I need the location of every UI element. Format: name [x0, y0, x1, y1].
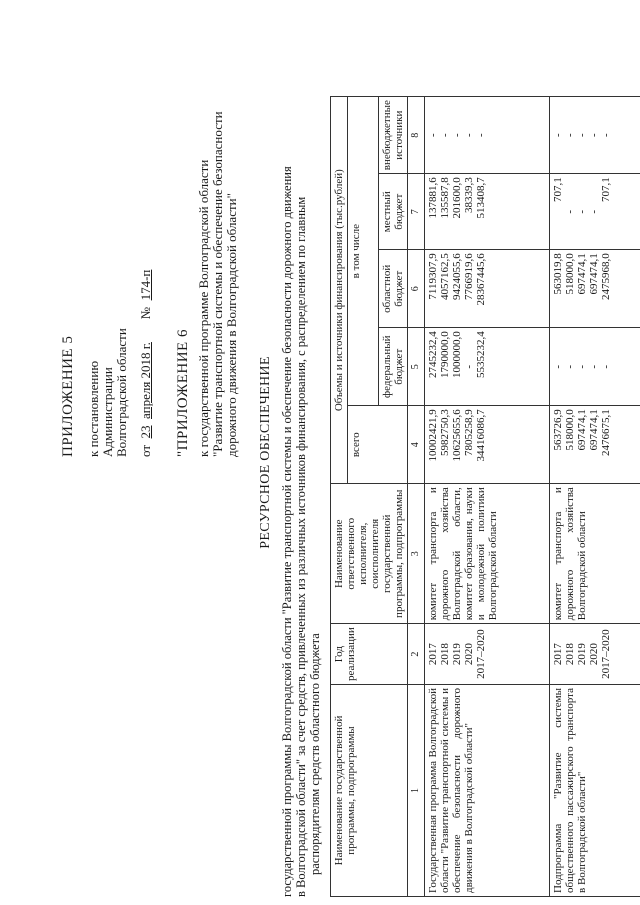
- value: 28367445,6: [475, 253, 487, 306]
- value: 707,1: [552, 177, 564, 202]
- year-value: 2020: [463, 643, 475, 666]
- table-row: [550, 97, 640, 897]
- row-federal: [550, 328, 640, 406]
- appendix6-line: "Развитие транспортной системы и обеспечение безопасности: [210, 111, 225, 457]
- value: 10625655,6: [451, 409, 463, 462]
- value: -: [564, 133, 576, 138]
- year-value: 2017: [427, 643, 439, 666]
- col-num: 2: [408, 624, 425, 685]
- value: 1790000,0: [439, 331, 451, 378]
- value: 2476675,1: [600, 409, 612, 456]
- col-num: 4: [408, 406, 425, 484]
- appendix-line1: к постановлению: [86, 360, 101, 457]
- appendix6-line: дорожного движения в Волгоградской области": [224, 193, 239, 457]
- value: -: [588, 133, 600, 138]
- row-years: [425, 624, 550, 685]
- value: 513408,7: [475, 177, 487, 219]
- header-executor: Наименование ответственного исполнителя, соисполнителя государственной программы, подпрограммы: [331, 484, 408, 624]
- appendix-date-line: [138, 270, 153, 457]
- row-total: [550, 406, 640, 484]
- header-federal: федеральный бюджет: [379, 328, 408, 406]
- table-row: [425, 97, 550, 897]
- value: -: [564, 364, 576, 369]
- year-value: 2019: [451, 643, 463, 666]
- value: 697474,1: [588, 409, 600, 451]
- value: 135587,8: [439, 177, 451, 219]
- value: -: [439, 133, 451, 138]
- value: -: [600, 364, 612, 369]
- year-value: 2017–2020: [600, 629, 612, 679]
- year-value: 2020: [588, 643, 600, 666]
- value: -: [552, 133, 564, 138]
- value: 7119307,9: [427, 253, 439, 300]
- year-value: 2017: [552, 643, 564, 666]
- appendix-title: ПРИЛОЖЕНИЕ 5: [60, 335, 76, 457]
- col-num: 8: [408, 97, 425, 174]
- year-value: 2017–2020: [475, 629, 487, 679]
- intro-line: государственной программы Волгоградской области "Развитие транспортной системы и обеспечение безопасности дорожного движения: [280, 166, 294, 897]
- row-offbudget: [425, 97, 550, 174]
- col-num: 7: [408, 174, 425, 250]
- value: -: [588, 364, 600, 369]
- value: 34416086,7: [475, 409, 487, 462]
- appendix-line2: Администрации: [100, 367, 115, 457]
- col-num: 5: [408, 328, 425, 406]
- header-total: всего: [348, 406, 408, 484]
- year-value: 2018: [564, 643, 576, 666]
- value: -: [427, 133, 439, 138]
- value: 7805258,9: [463, 409, 475, 456]
- date-month-year: апреля 2018 г.: [138, 342, 153, 419]
- row-local: [425, 174, 550, 250]
- row-federal: [425, 328, 550, 406]
- value: 10002421,9: [427, 409, 439, 462]
- row-regional: [425, 250, 550, 328]
- value: 5982750,3: [439, 409, 451, 456]
- value: -: [588, 209, 600, 214]
- header-offbudget: внебюджетные источники: [379, 97, 408, 174]
- value: 697474,1: [576, 409, 588, 451]
- value: -: [576, 364, 588, 369]
- value: -: [451, 133, 463, 138]
- value: 563019,8: [552, 253, 564, 295]
- document-title: РЕСУРСНОЕ ОБЕСПЕЧЕНИЕ: [258, 356, 273, 549]
- value: 5535232,4: [475, 331, 487, 378]
- header-regional: областной бюджет: [379, 250, 408, 328]
- value: 1000000,0: [451, 331, 463, 378]
- value: -: [576, 133, 588, 138]
- header-incl: в том числе: [348, 97, 379, 406]
- col-num: 3: [408, 484, 425, 624]
- value: -: [463, 364, 475, 369]
- value: 4057162,5: [439, 253, 451, 300]
- header-volumes: Объемы и источники финансирования (тыс.рублей): [331, 97, 348, 484]
- value: 518000,0: [564, 409, 576, 451]
- value: 697474,1: [588, 253, 600, 295]
- row-total: [425, 406, 550, 484]
- value: 697474,1: [576, 253, 588, 295]
- number-label: №: [138, 306, 153, 320]
- row-executor: комитет транспорта и дорожного хозяйства Волгоградской области: [550, 484, 640, 624]
- value: -: [552, 364, 564, 369]
- value: 7766919,6: [463, 253, 475, 300]
- date-day: 23: [138, 425, 153, 439]
- date-prefix: от: [138, 444, 153, 457]
- year-value: 2018: [439, 643, 451, 666]
- value: -: [564, 209, 576, 214]
- value: 2475968,0: [600, 253, 612, 300]
- row-name: Государственная программа Волгоградской области "Развитие транспортной системы и обеспечение безопасности дорожного движения в Волгоградской области": [425, 685, 550, 897]
- value: -: [463, 133, 475, 138]
- appendix6-line: к государственной программе Волгоградской области: [196, 159, 211, 457]
- value: -: [600, 133, 612, 138]
- value: 563726,9: [552, 409, 564, 451]
- intro-line: распорядителям средств областного бюджета: [308, 633, 322, 875]
- col-num: 1: [408, 685, 425, 897]
- header-name: Наименование государственной программы, подпрограммы: [331, 685, 408, 897]
- value: -: [475, 133, 487, 138]
- header-local: местный бюджет: [379, 174, 408, 250]
- row-offbudget: [550, 97, 640, 174]
- row-name: Подпрограмма "Развитие системы общественного пассажирского транспорта в Волгоградской области": [550, 685, 640, 897]
- resource-table: [330, 96, 640, 897]
- year-value: 2019: [576, 643, 588, 666]
- row-local: [550, 174, 640, 250]
- row-years: [550, 624, 640, 685]
- value: 38339,3: [463, 177, 475, 213]
- row-regional: [550, 250, 640, 328]
- value: 201600,0: [451, 177, 463, 219]
- value: 9424055,6: [451, 253, 463, 300]
- appendix-line3: Волгоградской области: [114, 328, 129, 457]
- document-number: 174-п: [138, 269, 153, 301]
- value: 2745232,4: [427, 331, 439, 378]
- value: 137881,6: [427, 177, 439, 219]
- intro-line: в Волгоградской области" за счет средств, привлеченных из различных источников финансирования, с распределением по главным: [294, 196, 308, 897]
- col-num: 6: [408, 250, 425, 328]
- value: -: [576, 209, 588, 214]
- value: 518000,0: [564, 253, 576, 295]
- appendix6-title: "ПРИЛОЖЕНИЕ 6: [175, 329, 191, 457]
- row-executor: комитет транспорта и дорожного хозяйства Волгоградской области, комитет образования, науки и молодежной политики Волгоградской области: [425, 484, 550, 624]
- value: 707,1: [600, 177, 612, 202]
- header-year: Год реализации: [331, 624, 408, 685]
